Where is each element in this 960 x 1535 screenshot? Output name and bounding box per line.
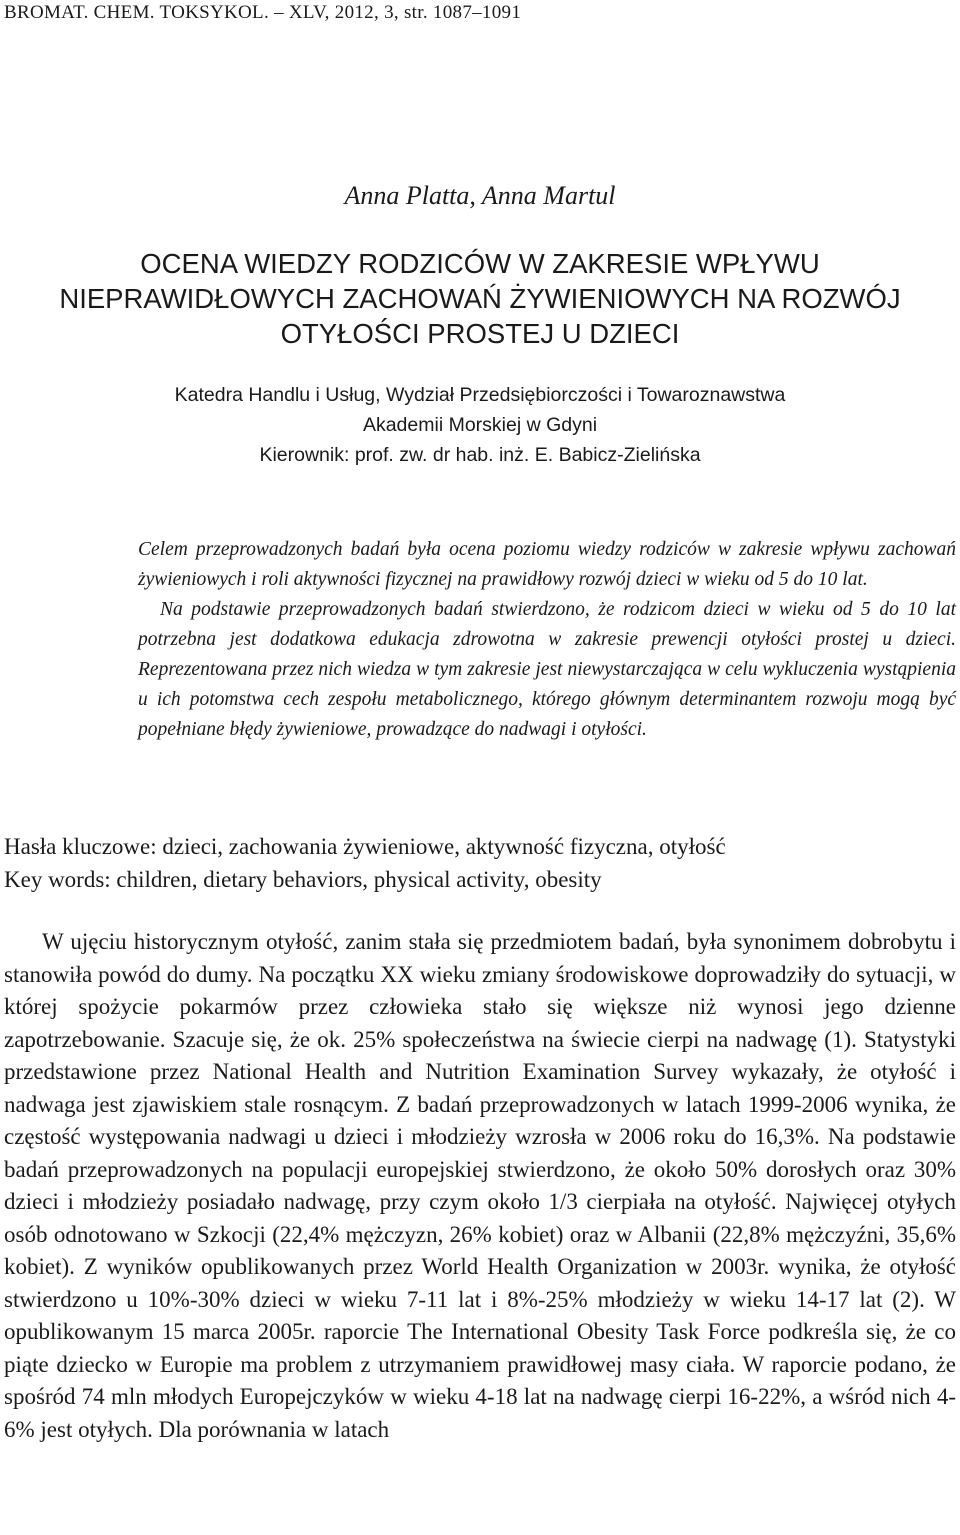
keywords-block [4,830,954,896]
author-affiliation [0,380,960,470]
affiliation-line: Akademii Morskiej w Gdyni [362,414,598,436]
journal-citation-header: BROMAT. CHEM. TOKSYKOL. – XLV, 2012, 3, str. 1087–1091 [4,2,522,23]
title-line: OCENA WIEDZY RODZICÓW W ZAKRESIE WPŁYWU [140,248,820,279]
affiliation-line: Katedra Handlu i Usług, Wydział Przedsiębiorczości i Towaroznawstwa [174,384,786,406]
abstract-paragraph: Na podstawie przeprowadzonych badań stwierdzono, że rodzicom dzieci w wieku od 5 do 10 lat potrzebna jest dodatkowa edukacja zdrowotna w zakresie prewencji otyłości prostej u dzieci. Reprezentowana przez nich wiedza w tym zakresie jest niewystarczająca w celu wykluczenia wystąpienia u ich potomstwa cech zespołu metabolicznego, którego głównym determinantem rozwoju mogą być popełniane błędy żywieniowe, prowadzące do nadwagi i otyłości. [138,599,956,740]
article-authors: Anna Platta, Anna Martul [344,181,616,210]
keywords-english: Key words: children, dietary behaviors, physical activity, obesity [4,867,602,892]
keywords-polish: Hasła kluczowe: dzieci, zachowania żywieniowe, aktywność fizyczna, otyłość [4,834,726,859]
abstract-paragraph: Celem przeprowadzonych badań była ocena poziomu wiedzy rodziców w zakresie wpływu zachowań żywieniowych i roli aktywności fizycznej na prawidłowy rozwój dzieci w wieku od 5 do 10 lat. [138,539,956,590]
article-title [0,246,960,351]
body-paragraph: W ujęciu historycznym otyłość, zanim stała się przedmiotem badań, była synonimem dobrobytu i stanowiła powód do dumy. Na początku XX wieku zmiany środowiskowe doprowadziły do sytuacji, w której spożycie pokarmów przez człowieka stało się większe niż wynosi jego dzienne zapotrzebowanie. Szacuje się, że ok. 25% społeczeństwa na świecie cierpi na nadwagę (1). Statystyki przedstawione przez National Health and Nutrition Examination Survey wykazały, że otyłość i nadwaga jest zjawiskiem stale rosnącym. Z badań przeprowadzonych w latach 1999-2006 wynika, że częstość występowania nadwagi u dzieci i młodzieży wzrosła w 2006 roku do 16,3%. Na podstawie badań przeprowadzonych na populacji europejskiej stwierdzono, że około 50% dorosłych oraz 30% dzieci i młodzieży posiadało nadwagę, przy czym około 1/3 cierpiała na otyłość. Najwięcej otyłych osób odnotowano w Szkocji (22,4% mężczyzn, 26% kobiet) oraz w Albanii (22,8% mężczyźni, 35,6% kobiet). Z wyników opublikowanych przez World Health Organization w 2003r. wynika, że otyłość stwierdzono u 10%-30% dzieci w wieku 7-11 lat i 8%-25% młodzieży w wieku 14-17 lat (2). W opublikowanym 15 marca 2005r. raporcie The International Obesity Task Force podkreśla się, że co piąte dziecko w Europie ma problem z utrzymaniem prawidłowej masy ciała. W raporcie podano, że spośród 74 mln młodych Europejczyków w wieku 4-18 lat na nadwagę cierpi 16-22%, a wśród nich 4-6% jest otyłych. Dla porównania w latach [4,929,956,1442]
affiliation-line: Kierownik: prof. zw. dr hab. inż. E. Babicz-Zielińska [259,444,701,466]
abstract [138,535,956,745]
title-line: NIEPRAWIDŁOWYCH ZACHOWAŃ ŻYWIENIOWYCH NA ROZWÓJ [59,283,901,314]
title-line: OTYŁOŚCI PROSTEJ U DZIECI [280,318,680,349]
